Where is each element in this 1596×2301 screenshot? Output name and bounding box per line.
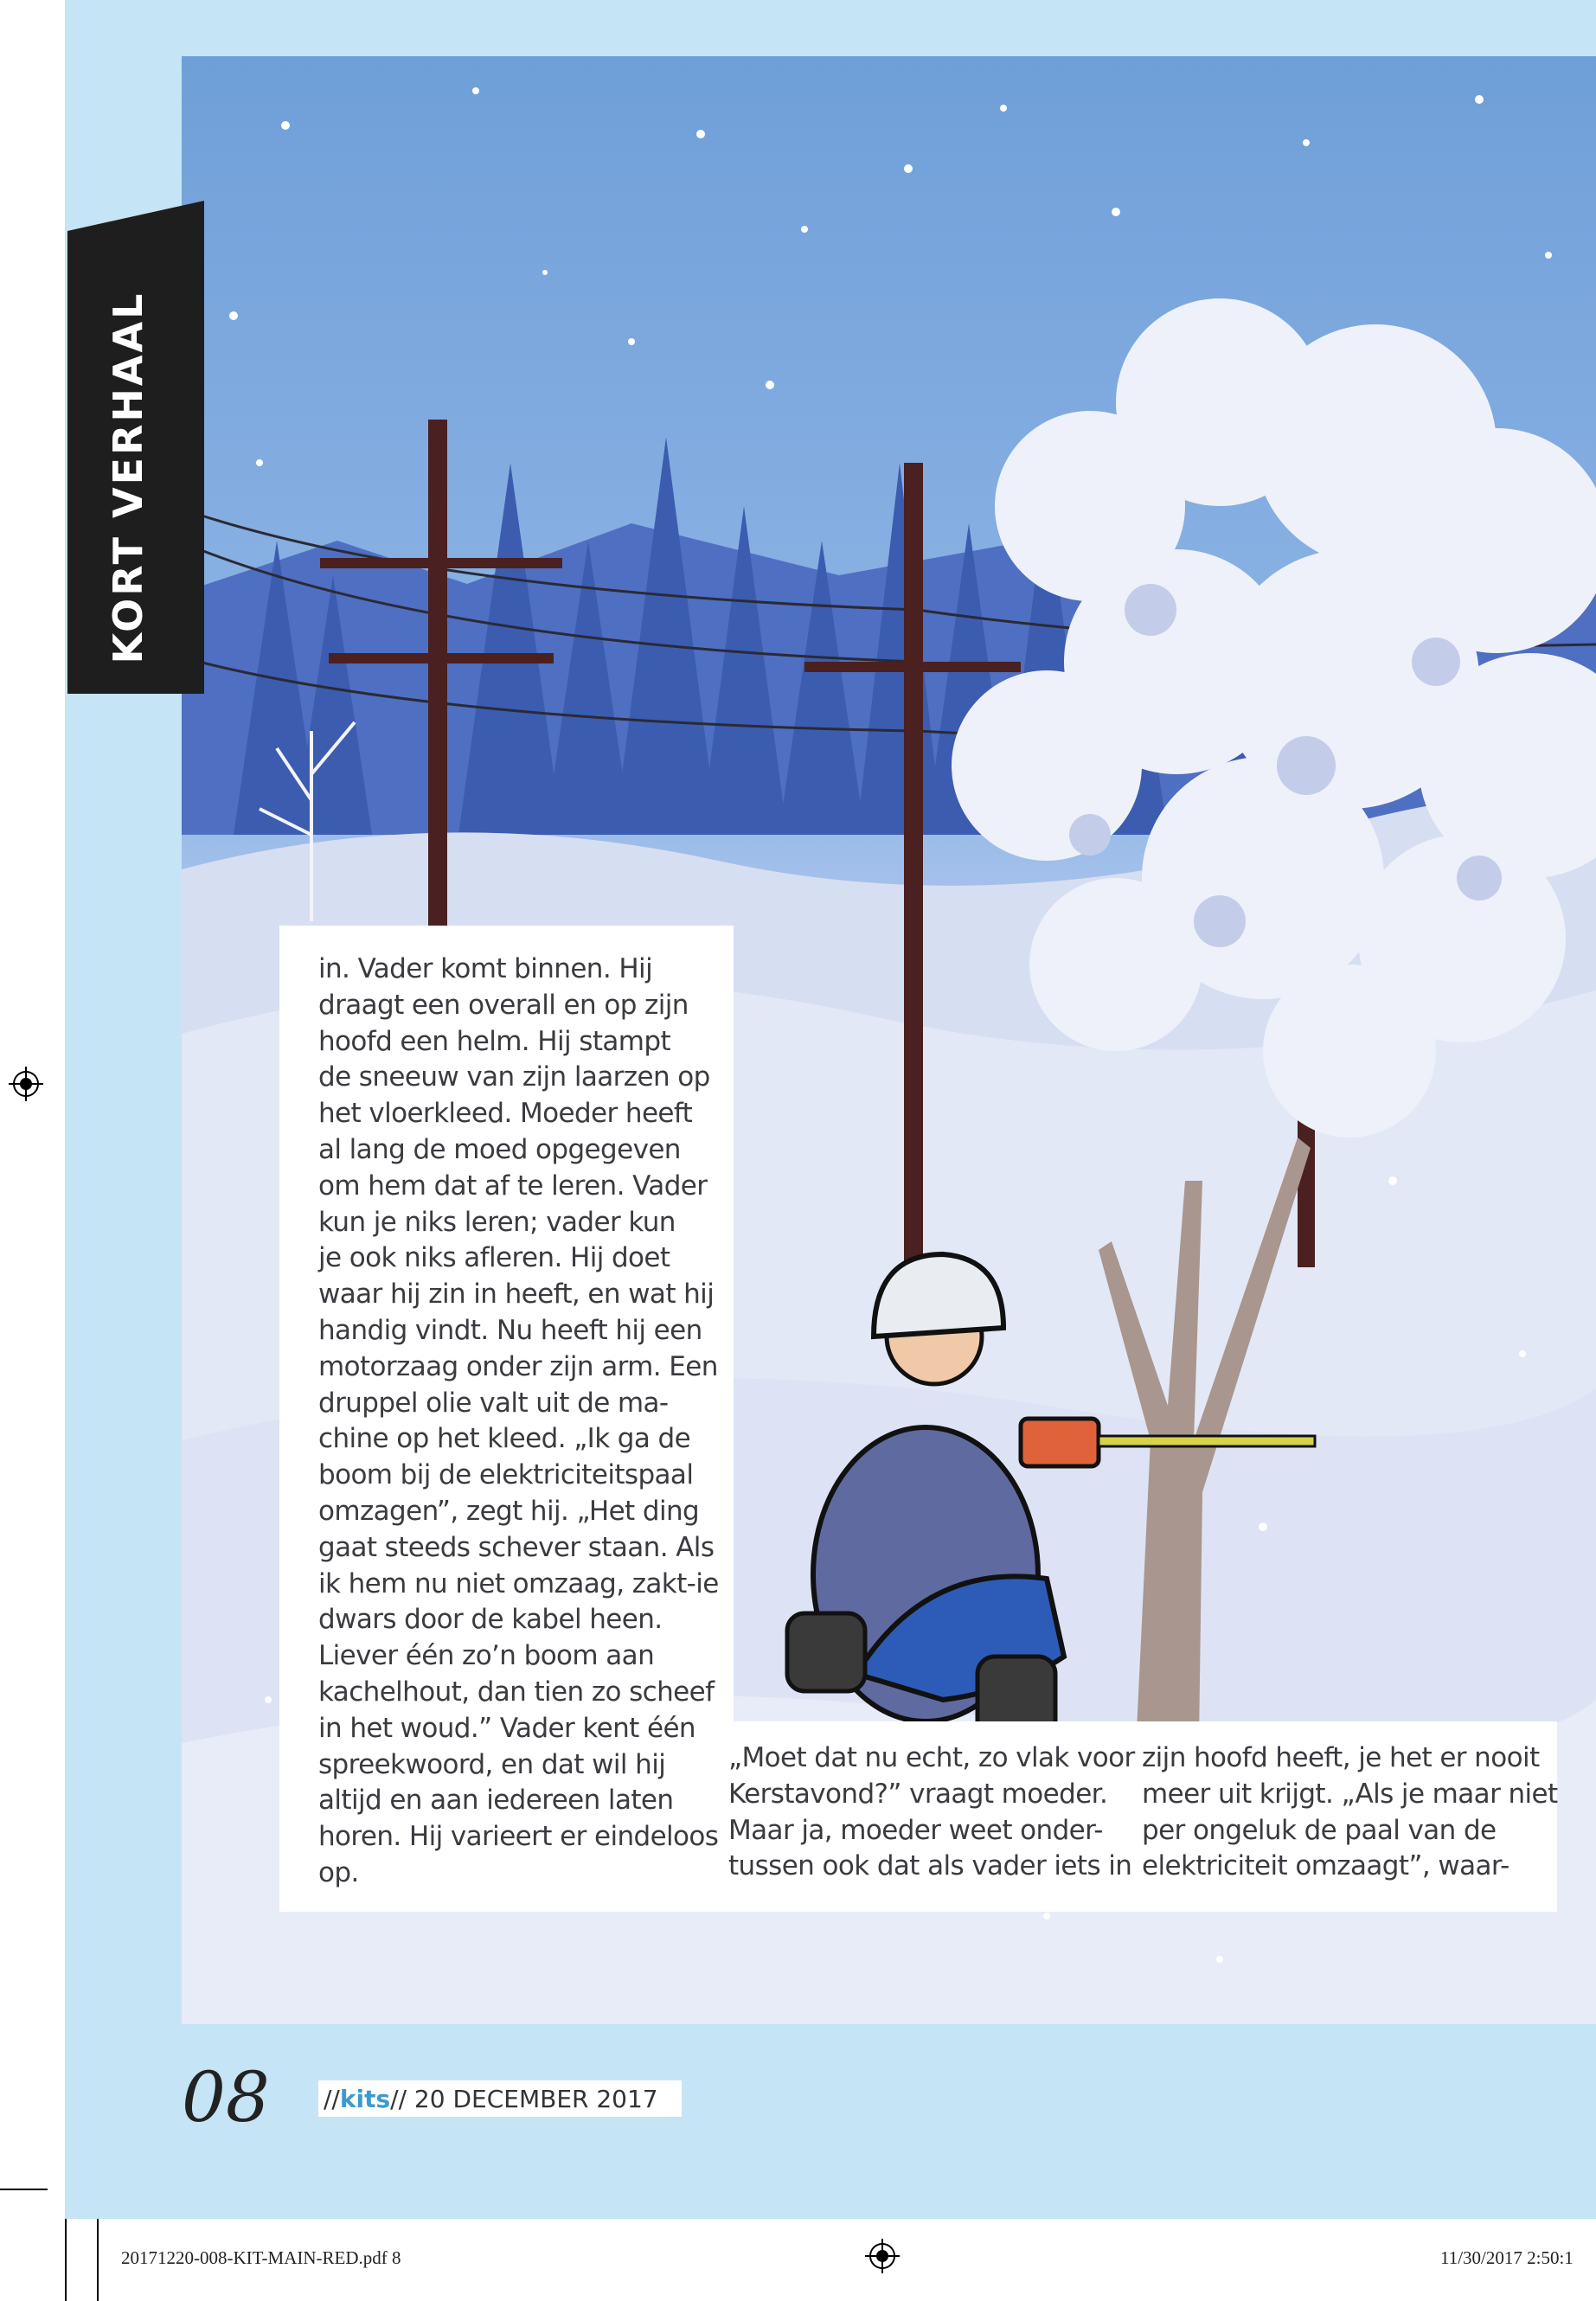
text-line: Maar ja, moeder weet onder- [728,1814,1103,1846]
text-line: spreekwoord, en dat wil hij [318,1748,666,1780]
text-line: per ongeluk de paal van de [1142,1814,1497,1846]
footer-slashes: // [324,2084,340,2113]
registration-mark-icon [865,2239,900,2273]
text-line: chine op het kleed. „Ik ga de [318,1423,691,1455]
text-line: gaat steeds schever staan. Als [318,1531,715,1563]
text-line: boom bij de elektriciteitspaal [318,1459,694,1491]
crop-mark [65,2219,67,2301]
text-line: handig vindt. Nu heeft hij een [318,1314,702,1346]
text-line: „Moet dat nu echt, zo vlak voor [728,1742,1135,1773]
text-line: druppel olie valt uit de ma- [318,1387,669,1419]
footer-date: // 20 DECEMBER 2017 [390,2084,658,2113]
text-line: elektriciteit omzaagt”, waar- [1142,1850,1509,1882]
text-line: Liever één zo’n boom aan [318,1640,655,1672]
section-label: KORT VERHAAL [105,291,151,664]
text-line: al lang de moed opgegeven [318,1133,681,1165]
text-line: altijd en aan iedereen laten [318,1785,674,1817]
text-line: zijn hoofd heeft, je het er nooit [1142,1742,1540,1773]
crop-mark [97,2219,99,2301]
text-line: motorzaag onder zijn arm. Een [318,1350,718,1382]
text-line: in. Vader komt binnen. Hij [318,953,653,984]
text-line: in het woud.” Vader kent één [318,1712,695,1744]
text-line: kun je niks leren; vader kun [318,1206,676,1238]
text-line: de sneeuw van zijn laarzen op [318,1061,710,1093]
text-line: om hem dat af te leren. Vader [318,1170,708,1202]
text-line: dwars door de kabel heen. [318,1604,663,1636]
text-line: waar hij zin in heeft, en wat hij [318,1279,715,1311]
footer-brand: kits [339,2084,391,2113]
registration-mark-icon [9,1067,43,1101]
text-line: ik hem nu niet omzaag, zakt-ie [318,1567,719,1599]
text-line: hoofd een helm. Hij stampt [318,1025,671,1057]
text-line: kachelhout, dan tien zo scheef [318,1676,715,1708]
text-line: meer uit krijgt. „Als je maar niet [1142,1778,1558,1810]
page-number: 08 [182,2057,270,2138]
text-column-1 [279,926,734,1912]
text-line: Kerstavond?” vraagt moeder. [728,1778,1108,1810]
text-line: tussen ook dat als vader iets in [728,1850,1132,1882]
text-line: horen. Hij varieert er eindeloos [318,1821,719,1853]
column-3-body [1142,1740,1558,1885]
text-columns-2-3 [718,1721,1557,1912]
print-file-info: 20171220-008-KIT-MAIN-RED.pdf 8 [121,2247,401,2268]
crop-mark [0,2189,48,2190]
column-2-body [728,1740,1135,1885]
text-line: omzagen”, zegt hij. „Het ding [318,1495,700,1527]
text-line: draagt een overall en op zijn [318,989,689,1021]
text-line: het vloerkleed. Moeder heeft [318,1098,693,1130]
print-timestamp: 11/30/2017 2:50:1 [1440,2247,1574,2268]
text-line: je ook niks afleren. Hij doet [318,1242,670,1274]
text-line: op. [318,1856,359,1888]
footer-tag [318,2080,682,2117]
column-1-body [318,952,719,1892]
